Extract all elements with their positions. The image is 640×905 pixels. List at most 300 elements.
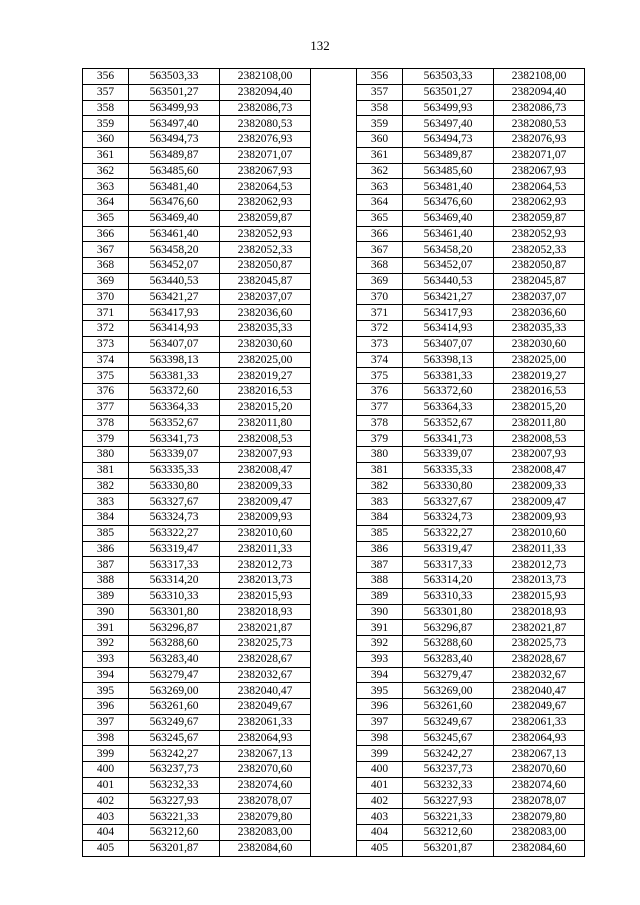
left-x-coordinate-cell: 563242,27 <box>129 746 220 762</box>
right-point-number-cell: 356 <box>357 69 403 85</box>
left-point-number-cell: 392 <box>83 636 129 652</box>
right-x-coordinate-cell: 563317,33 <box>403 557 494 573</box>
table-row <box>83 352 585 368</box>
left-y-coordinate-cell: 2382061,33 <box>220 714 311 730</box>
left-point-number-cell: 361 <box>83 147 129 163</box>
left-point-number-cell: 371 <box>83 305 129 321</box>
left-y-coordinate-cell: 2382012,73 <box>220 557 311 573</box>
left-y-coordinate-cell: 2382009,33 <box>220 478 311 494</box>
table-row <box>83 620 585 636</box>
right-y-coordinate-cell: 2382080,53 <box>494 116 585 132</box>
right-y-coordinate-cell: 2382071,07 <box>494 147 585 163</box>
left-point-number-cell: 405 <box>83 840 129 856</box>
right-y-coordinate-cell: 2382061,33 <box>494 714 585 730</box>
left-x-coordinate-cell: 563283,40 <box>129 651 220 667</box>
table-row <box>83 195 585 211</box>
left-point-number-cell: 363 <box>83 179 129 195</box>
right-x-coordinate-cell: 563398,13 <box>403 352 494 368</box>
left-y-coordinate-cell: 2382071,07 <box>220 147 311 163</box>
column-gap <box>311 510 357 526</box>
right-y-coordinate-cell: 2382035,33 <box>494 321 585 337</box>
right-x-coordinate-cell: 563269,00 <box>403 683 494 699</box>
table-row <box>83 588 585 604</box>
right-point-number-cell: 361 <box>357 147 403 163</box>
right-x-coordinate-cell: 563310,33 <box>403 588 494 604</box>
table-row <box>83 667 585 683</box>
left-point-number-cell: 372 <box>83 321 129 337</box>
left-x-coordinate-cell: 563485,60 <box>129 163 220 179</box>
table-row <box>83 462 585 478</box>
right-point-number-cell: 374 <box>357 352 403 368</box>
left-x-coordinate-cell: 563314,20 <box>129 573 220 589</box>
table-row <box>83 431 585 447</box>
right-point-number-cell: 378 <box>357 415 403 431</box>
left-x-coordinate-cell: 563364,33 <box>129 399 220 415</box>
right-y-coordinate-cell: 2382094,40 <box>494 84 585 100</box>
left-y-coordinate-cell: 2382070,60 <box>220 762 311 778</box>
right-x-coordinate-cell: 563327,67 <box>403 494 494 510</box>
right-y-coordinate-cell: 2382025,73 <box>494 636 585 652</box>
right-x-coordinate-cell: 563458,20 <box>403 242 494 258</box>
left-x-coordinate-cell: 563481,40 <box>129 179 220 195</box>
right-point-number-cell: 398 <box>357 730 403 746</box>
column-gap <box>311 242 357 258</box>
right-point-number-cell: 397 <box>357 714 403 730</box>
right-x-coordinate-cell: 563372,60 <box>403 384 494 400</box>
left-x-coordinate-cell: 563322,27 <box>129 525 220 541</box>
column-gap <box>311 431 357 447</box>
left-point-number-cell: 377 <box>83 399 129 415</box>
coordinates-table-body <box>83 69 585 857</box>
right-x-coordinate-cell: 563417,93 <box>403 305 494 321</box>
right-x-coordinate-cell: 563242,27 <box>403 746 494 762</box>
table-row <box>83 777 585 793</box>
right-x-coordinate-cell: 563421,27 <box>403 289 494 305</box>
right-x-coordinate-cell: 563249,67 <box>403 714 494 730</box>
right-x-coordinate-cell: 563440,53 <box>403 273 494 289</box>
left-x-coordinate-cell: 563221,33 <box>129 809 220 825</box>
right-x-coordinate-cell: 563301,80 <box>403 604 494 620</box>
right-x-coordinate-cell: 563452,07 <box>403 258 494 274</box>
right-point-number-cell: 400 <box>357 762 403 778</box>
right-y-coordinate-cell: 2382018,93 <box>494 604 585 620</box>
right-y-coordinate-cell: 2382059,87 <box>494 210 585 226</box>
column-gap <box>311 195 357 211</box>
left-point-number-cell: 398 <box>83 730 129 746</box>
column-gap <box>311 179 357 195</box>
coordinates-table <box>82 68 585 857</box>
left-y-coordinate-cell: 2382025,00 <box>220 352 311 368</box>
left-point-number-cell: 365 <box>83 210 129 226</box>
left-y-coordinate-cell: 2382067,13 <box>220 746 311 762</box>
left-x-coordinate-cell: 563301,80 <box>129 604 220 620</box>
left-y-coordinate-cell: 2382079,80 <box>220 809 311 825</box>
table-row <box>83 746 585 762</box>
table-row <box>83 651 585 667</box>
right-y-coordinate-cell: 2382083,00 <box>494 825 585 841</box>
left-x-coordinate-cell: 563469,40 <box>129 210 220 226</box>
left-x-coordinate-cell: 563232,33 <box>129 777 220 793</box>
right-x-coordinate-cell: 563279,47 <box>403 667 494 683</box>
table-row <box>83 825 585 841</box>
column-gap <box>311 321 357 337</box>
table-row <box>83 557 585 573</box>
right-x-coordinate-cell: 563314,20 <box>403 573 494 589</box>
left-y-coordinate-cell: 2382108,00 <box>220 69 311 85</box>
right-point-number-cell: 377 <box>357 399 403 415</box>
right-y-coordinate-cell: 2382070,60 <box>494 762 585 778</box>
column-gap <box>311 667 357 683</box>
right-point-number-cell: 360 <box>357 132 403 148</box>
right-y-coordinate-cell: 2382064,53 <box>494 179 585 195</box>
table-row <box>83 840 585 856</box>
right-y-coordinate-cell: 2382007,93 <box>494 447 585 463</box>
right-y-coordinate-cell: 2382009,33 <box>494 478 585 494</box>
left-y-coordinate-cell: 2382037,07 <box>220 289 311 305</box>
right-y-coordinate-cell: 2382011,80 <box>494 415 585 431</box>
left-point-number-cell: 360 <box>83 132 129 148</box>
left-x-coordinate-cell: 563237,73 <box>129 762 220 778</box>
left-x-coordinate-cell: 563501,27 <box>129 84 220 100</box>
table-row <box>83 478 585 494</box>
left-x-coordinate-cell: 563269,00 <box>129 683 220 699</box>
right-x-coordinate-cell: 563232,33 <box>403 777 494 793</box>
left-point-number-cell: 375 <box>83 368 129 384</box>
table-row <box>83 226 585 242</box>
left-point-number-cell: 373 <box>83 336 129 352</box>
right-point-number-cell: 396 <box>357 699 403 715</box>
column-gap <box>311 699 357 715</box>
right-point-number-cell: 391 <box>357 620 403 636</box>
right-x-coordinate-cell: 563461,40 <box>403 226 494 242</box>
left-point-number-cell: 356 <box>83 69 129 85</box>
column-gap <box>311 541 357 557</box>
table-row <box>83 273 585 289</box>
left-y-coordinate-cell: 2382052,33 <box>220 242 311 258</box>
right-x-coordinate-cell: 563364,33 <box>403 399 494 415</box>
left-x-coordinate-cell: 563417,93 <box>129 305 220 321</box>
left-point-number-cell: 376 <box>83 384 129 400</box>
left-x-coordinate-cell: 563414,93 <box>129 321 220 337</box>
right-x-coordinate-cell: 563494,73 <box>403 132 494 148</box>
left-point-number-cell: 396 <box>83 699 129 715</box>
right-point-number-cell: 362 <box>357 163 403 179</box>
table-row <box>83 384 585 400</box>
column-gap <box>311 620 357 636</box>
column-gap <box>311 415 357 431</box>
left-point-number-cell: 362 <box>83 163 129 179</box>
left-y-coordinate-cell: 2382035,33 <box>220 321 311 337</box>
right-x-coordinate-cell: 563499,93 <box>403 100 494 116</box>
column-gap <box>311 399 357 415</box>
right-point-number-cell: 357 <box>357 84 403 100</box>
left-point-number-cell: 394 <box>83 667 129 683</box>
right-point-number-cell: 395 <box>357 683 403 699</box>
right-y-coordinate-cell: 2382009,47 <box>494 494 585 510</box>
left-x-coordinate-cell: 563201,87 <box>129 840 220 856</box>
left-y-coordinate-cell: 2382030,60 <box>220 336 311 352</box>
left-x-coordinate-cell: 563288,60 <box>129 636 220 652</box>
left-x-coordinate-cell: 563327,67 <box>129 494 220 510</box>
column-gap <box>311 840 357 856</box>
right-point-number-cell: 359 <box>357 116 403 132</box>
column-gap <box>311 132 357 148</box>
right-y-coordinate-cell: 2382045,87 <box>494 273 585 289</box>
table-row <box>83 447 585 463</box>
left-y-coordinate-cell: 2382049,67 <box>220 699 311 715</box>
left-point-number-cell: 379 <box>83 431 129 447</box>
left-point-number-cell: 370 <box>83 289 129 305</box>
left-y-coordinate-cell: 2382007,93 <box>220 447 311 463</box>
right-y-coordinate-cell: 2382012,73 <box>494 557 585 573</box>
left-y-coordinate-cell: 2382021,87 <box>220 620 311 636</box>
right-x-coordinate-cell: 563485,60 <box>403 163 494 179</box>
table-row <box>83 510 585 526</box>
left-point-number-cell: 383 <box>83 494 129 510</box>
left-y-coordinate-cell: 2382064,53 <box>220 179 311 195</box>
left-x-coordinate-cell: 563407,07 <box>129 336 220 352</box>
left-point-number-cell: 391 <box>83 620 129 636</box>
right-point-number-cell: 366 <box>357 226 403 242</box>
column-gap <box>311 163 357 179</box>
right-point-number-cell: 376 <box>357 384 403 400</box>
table-row <box>83 147 585 163</box>
right-point-number-cell: 402 <box>357 793 403 809</box>
right-y-coordinate-cell: 2382062,93 <box>494 195 585 211</box>
table-row <box>83 714 585 730</box>
column-gap <box>311 777 357 793</box>
column-gap <box>311 651 357 667</box>
table-row <box>83 636 585 652</box>
right-point-number-cell: 393 <box>357 651 403 667</box>
column-gap <box>311 100 357 116</box>
right-y-coordinate-cell: 2382013,73 <box>494 573 585 589</box>
table-row <box>83 69 585 85</box>
left-point-number-cell: 359 <box>83 116 129 132</box>
column-gap <box>311 210 357 226</box>
right-x-coordinate-cell: 563501,27 <box>403 84 494 100</box>
right-x-coordinate-cell: 563330,80 <box>403 478 494 494</box>
column-gap <box>311 289 357 305</box>
column-gap <box>311 352 357 368</box>
right-x-coordinate-cell: 563476,60 <box>403 195 494 211</box>
left-point-number-cell: 387 <box>83 557 129 573</box>
left-point-number-cell: 358 <box>83 100 129 116</box>
column-gap <box>311 604 357 620</box>
right-x-coordinate-cell: 563261,60 <box>403 699 494 715</box>
table-row <box>83 399 585 415</box>
column-gap <box>311 147 357 163</box>
column-gap <box>311 336 357 352</box>
left-y-coordinate-cell: 2382078,07 <box>220 793 311 809</box>
table-row <box>83 573 585 589</box>
left-point-number-cell: 403 <box>83 809 129 825</box>
right-y-coordinate-cell: 2382030,60 <box>494 336 585 352</box>
left-y-coordinate-cell: 2382074,60 <box>220 777 311 793</box>
left-y-coordinate-cell: 2382018,93 <box>220 604 311 620</box>
right-y-coordinate-cell: 2382040,47 <box>494 683 585 699</box>
left-x-coordinate-cell: 563310,33 <box>129 588 220 604</box>
column-gap <box>311 462 357 478</box>
left-x-coordinate-cell: 563476,60 <box>129 195 220 211</box>
table-row <box>83 258 585 274</box>
left-point-number-cell: 369 <box>83 273 129 289</box>
left-x-coordinate-cell: 563421,27 <box>129 289 220 305</box>
left-y-coordinate-cell: 2382059,87 <box>220 210 311 226</box>
left-y-coordinate-cell: 2382015,93 <box>220 588 311 604</box>
right-x-coordinate-cell: 563245,67 <box>403 730 494 746</box>
left-x-coordinate-cell: 563245,67 <box>129 730 220 746</box>
right-y-coordinate-cell: 2382032,67 <box>494 667 585 683</box>
left-point-number-cell: 404 <box>83 825 129 841</box>
left-point-number-cell: 380 <box>83 447 129 463</box>
left-point-number-cell: 401 <box>83 777 129 793</box>
left-y-coordinate-cell: 2382036,60 <box>220 305 311 321</box>
left-x-coordinate-cell: 563497,40 <box>129 116 220 132</box>
left-x-coordinate-cell: 563261,60 <box>129 699 220 715</box>
left-x-coordinate-cell: 563335,33 <box>129 462 220 478</box>
left-x-coordinate-cell: 563461,40 <box>129 226 220 242</box>
left-x-coordinate-cell: 563212,60 <box>129 825 220 841</box>
left-point-number-cell: 397 <box>83 714 129 730</box>
column-gap <box>311 447 357 463</box>
right-x-coordinate-cell: 563283,40 <box>403 651 494 667</box>
column-gap <box>311 762 357 778</box>
left-y-coordinate-cell: 2382045,87 <box>220 273 311 289</box>
left-point-number-cell: 381 <box>83 462 129 478</box>
column-gap <box>311 494 357 510</box>
left-point-number-cell: 385 <box>83 525 129 541</box>
right-y-coordinate-cell: 2382108,00 <box>494 69 585 85</box>
column-gap <box>311 588 357 604</box>
left-x-coordinate-cell: 563227,93 <box>129 793 220 809</box>
left-x-coordinate-cell: 563339,07 <box>129 447 220 463</box>
right-point-number-cell: 370 <box>357 289 403 305</box>
left-y-coordinate-cell: 2382009,93 <box>220 510 311 526</box>
column-gap <box>311 226 357 242</box>
left-x-coordinate-cell: 563398,13 <box>129 352 220 368</box>
right-point-number-cell: 392 <box>357 636 403 652</box>
right-point-number-cell: 390 <box>357 604 403 620</box>
left-y-coordinate-cell: 2382094,40 <box>220 84 311 100</box>
right-y-coordinate-cell: 2382025,00 <box>494 352 585 368</box>
table-row <box>83 541 585 557</box>
left-y-coordinate-cell: 2382011,33 <box>220 541 311 557</box>
right-point-number-cell: 373 <box>357 336 403 352</box>
table-row <box>83 793 585 809</box>
column-gap <box>311 746 357 762</box>
table-row <box>83 179 585 195</box>
table-row <box>83 699 585 715</box>
column-gap <box>311 636 357 652</box>
right-y-coordinate-cell: 2382064,93 <box>494 730 585 746</box>
column-gap <box>311 258 357 274</box>
left-y-coordinate-cell: 2382083,00 <box>220 825 311 841</box>
left-y-coordinate-cell: 2382052,93 <box>220 226 311 242</box>
left-y-coordinate-cell: 2382009,47 <box>220 494 311 510</box>
table-row <box>83 210 585 226</box>
column-gap <box>311 69 357 85</box>
left-y-coordinate-cell: 2382013,73 <box>220 573 311 589</box>
right-x-coordinate-cell: 563324,73 <box>403 510 494 526</box>
left-y-coordinate-cell: 2382008,47 <box>220 462 311 478</box>
column-gap <box>311 825 357 841</box>
left-point-number-cell: 388 <box>83 573 129 589</box>
left-point-number-cell: 395 <box>83 683 129 699</box>
table-row <box>83 163 585 179</box>
table-row <box>83 683 585 699</box>
left-point-number-cell: 366 <box>83 226 129 242</box>
left-x-coordinate-cell: 563324,73 <box>129 510 220 526</box>
right-point-number-cell: 389 <box>357 588 403 604</box>
left-point-number-cell: 393 <box>83 651 129 667</box>
right-y-coordinate-cell: 2382008,53 <box>494 431 585 447</box>
left-x-coordinate-cell: 563341,73 <box>129 431 220 447</box>
right-y-coordinate-cell: 2382011,33 <box>494 541 585 557</box>
right-point-number-cell: 403 <box>357 809 403 825</box>
right-x-coordinate-cell: 563212,60 <box>403 825 494 841</box>
column-gap <box>311 730 357 746</box>
column-gap <box>311 368 357 384</box>
left-point-number-cell: 364 <box>83 195 129 211</box>
table-row <box>83 762 585 778</box>
page-number: 132 <box>310 38 330 53</box>
left-point-number-cell: 378 <box>83 415 129 431</box>
left-x-coordinate-cell: 563499,93 <box>129 100 220 116</box>
table-row <box>83 242 585 258</box>
right-point-number-cell: 364 <box>357 195 403 211</box>
left-x-coordinate-cell: 563330,80 <box>129 478 220 494</box>
right-point-number-cell: 371 <box>357 305 403 321</box>
right-y-coordinate-cell: 2382050,87 <box>494 258 585 274</box>
left-x-coordinate-cell: 563440,53 <box>129 273 220 289</box>
left-point-number-cell: 402 <box>83 793 129 809</box>
left-y-coordinate-cell: 2382062,93 <box>220 195 311 211</box>
right-x-coordinate-cell: 563469,40 <box>403 210 494 226</box>
left-x-coordinate-cell: 563452,07 <box>129 258 220 274</box>
right-x-coordinate-cell: 563319,47 <box>403 541 494 557</box>
right-x-coordinate-cell: 563381,33 <box>403 368 494 384</box>
left-x-coordinate-cell: 563249,67 <box>129 714 220 730</box>
left-y-coordinate-cell: 2382015,20 <box>220 399 311 415</box>
right-y-coordinate-cell: 2382036,60 <box>494 305 585 321</box>
right-x-coordinate-cell: 563481,40 <box>403 179 494 195</box>
left-point-number-cell: 357 <box>83 84 129 100</box>
column-gap <box>311 557 357 573</box>
right-y-coordinate-cell: 2382009,93 <box>494 510 585 526</box>
column-gap <box>311 305 357 321</box>
left-y-coordinate-cell: 2382084,60 <box>220 840 311 856</box>
left-point-number-cell: 390 <box>83 604 129 620</box>
right-x-coordinate-cell: 563201,87 <box>403 840 494 856</box>
left-y-coordinate-cell: 2382010,60 <box>220 525 311 541</box>
left-x-coordinate-cell: 563319,47 <box>129 541 220 557</box>
right-x-coordinate-cell: 563414,93 <box>403 321 494 337</box>
right-point-number-cell: 387 <box>357 557 403 573</box>
right-point-number-cell: 405 <box>357 840 403 856</box>
left-x-coordinate-cell: 563381,33 <box>129 368 220 384</box>
right-x-coordinate-cell: 563503,33 <box>403 69 494 85</box>
table-row <box>83 368 585 384</box>
table-row <box>83 305 585 321</box>
right-y-coordinate-cell: 2382074,60 <box>494 777 585 793</box>
left-y-coordinate-cell: 2382076,93 <box>220 132 311 148</box>
right-y-coordinate-cell: 2382016,53 <box>494 384 585 400</box>
left-point-number-cell: 389 <box>83 588 129 604</box>
left-y-coordinate-cell: 2382008,53 <box>220 431 311 447</box>
column-gap <box>311 714 357 730</box>
table-row <box>83 132 585 148</box>
